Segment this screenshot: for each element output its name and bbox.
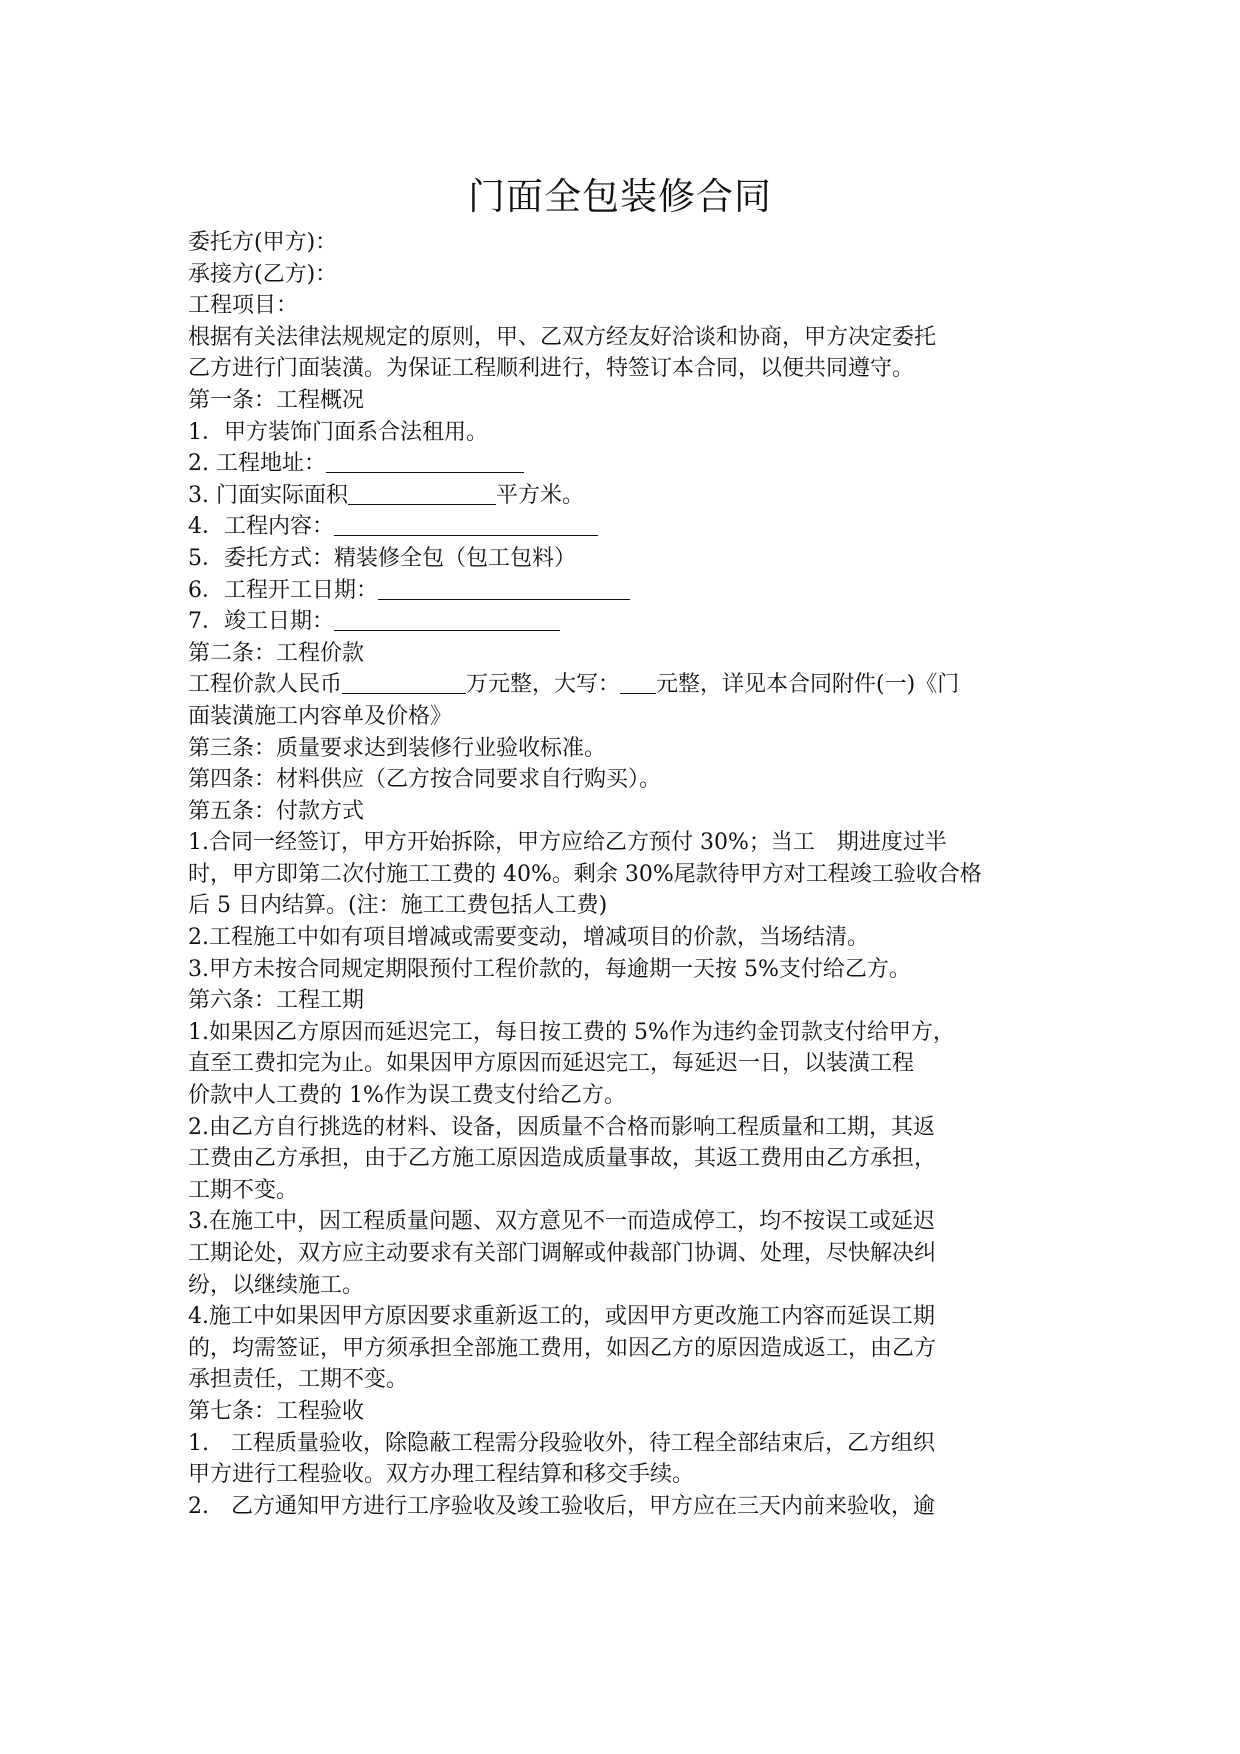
line-text: 工期论处，双方应主动要求有关部门调解或仲裁部门协调、处理，尽快解决纠 (188, 1241, 937, 1266)
article-heading (188, 733, 1058, 765)
end-date-blank (334, 608, 560, 631)
line-text: 2.由乙方自行挑选的材料、设备，因质量不合格而影响工程质量和工期，其返 (188, 1114, 935, 1140)
line-text: 3.甲方未按合同规定期限预付工程价款的，每逾期一天按 5%支付给乙方。 (188, 956, 911, 982)
clause-line (188, 922, 1058, 954)
clause-line (188, 417, 1058, 449)
line-text: 1．甲方装饰门面系合法租用。 (188, 419, 488, 445)
line-text: 第三条：质量要求达到装修行业验收标准。 (188, 735, 607, 761)
line-text: 承担责任，工期不变。 (188, 1367, 409, 1393)
clause-line (188, 1080, 1058, 1112)
clause-line (188, 1333, 1058, 1365)
price-amount-blank (342, 671, 466, 694)
clause-line (188, 1428, 1058, 1460)
line-text: 时，甲方即第二次付施工工费的 40%。剩余 30%尾款待甲方对工程竣工验收合格 (188, 861, 982, 887)
line-text: 第七条：工程验收 (188, 1398, 365, 1424)
clause-line (188, 1143, 1058, 1175)
clause-line (188, 1175, 1058, 1207)
preamble-line (188, 322, 1058, 354)
address-line (188, 448, 1058, 480)
clause-line (188, 1048, 1058, 1080)
clause-line (188, 1301, 1058, 1333)
line-text: 根据有关法律法规规定的原则，甲、乙双方经友好洽谈和协商，甲方决定委托 (188, 324, 937, 350)
clause-line (188, 1491, 1058, 1523)
line-text: 1.如果因乙方原因而延迟完工，每日按工费的 5%作为违约金罚款支付给甲方， (188, 1019, 955, 1045)
line-text: 3.在施工中，因工程质量问题、双方意见不一而造成停工，均不按误工或延迟 (188, 1209, 935, 1235)
line-text: 1.合同一经签订，甲方开始拆除，甲方应给乙方预付 30%；当工 期进度过半 (188, 830, 947, 856)
clause-line (188, 827, 1058, 859)
article-heading (188, 638, 1058, 670)
line-text: 直至工费扣完为止。如果因甲方原因而延迟完工，每延迟一日，以装潢工程 (188, 1051, 915, 1077)
line-text: 5．委托方式：精装修全包（包工包料） (188, 545, 576, 571)
content-blank (334, 513, 598, 536)
clause-line (188, 1238, 1058, 1270)
line-text: 后 5 日内结算。(注：施工工费包括人工费) (188, 893, 608, 919)
clause-line (188, 1270, 1058, 1302)
line-text: 甲方进行工程验收。双方办理工程结算和移交手续。 (188, 1462, 695, 1488)
content-line (188, 511, 1058, 543)
clause-line (188, 1364, 1058, 1396)
clause-line (188, 1459, 1058, 1491)
line-text: 工费由乙方承担，由于乙方施工原因造成质量事故，其返工费用由乙方承担， (188, 1146, 937, 1172)
clause-line (188, 954, 1058, 986)
clause-line (188, 1017, 1058, 1049)
preamble-line (188, 353, 1058, 385)
line-text: 工期不变。 (188, 1177, 299, 1203)
start-date-line (188, 575, 1058, 607)
line-text: 工程项目： (188, 293, 299, 319)
line-text: 第四条：材料供应（乙方按合同要求自行购买）。 (188, 767, 662, 793)
area-blank (348, 482, 496, 505)
price-words-blank (620, 671, 656, 694)
price-line (188, 669, 1058, 701)
line-text: 3. 门面实际面积 (188, 482, 348, 508)
line-text: 平方米。 (495, 482, 584, 508)
line-text: 元整，详见本合同附件(一)《门 (656, 672, 960, 698)
clause-line (188, 543, 1058, 575)
clause-line (188, 890, 1058, 922)
line-text: 承接方(乙方)： (188, 261, 338, 287)
clause-line (188, 1206, 1058, 1238)
end-date-line (188, 606, 1058, 638)
line-text: 纷，以继续施工。 (188, 1272, 365, 1298)
article-heading (188, 764, 1058, 796)
line-text: 第六条：工程工期 (188, 988, 365, 1014)
line-text: 第一条：工程概况 (188, 387, 365, 413)
project-line (188, 290, 1058, 322)
line-text: 4.施工中如果因甲方原因要求重新返工的，或因甲方更改施工内容而延误工期 (188, 1304, 935, 1330)
start-date-blank (378, 577, 630, 600)
article-heading (188, 985, 1058, 1017)
client-party-line (188, 227, 1058, 259)
line-text: 7．竣工日期： (188, 609, 334, 635)
document-title: 门面全包装修合同 (468, 175, 772, 218)
contract-body (188, 227, 1058, 1522)
article-heading (188, 796, 1058, 828)
article-heading (188, 1396, 1058, 1428)
line-text: 第二条：工程价款 (188, 640, 365, 666)
line-text: 工程价款人民币 (188, 672, 343, 698)
address-blank (326, 450, 524, 473)
line-text: 1. 工程质量验收，除隐蔽工程需分段验收外，待工程全部结束后，乙方组织 (188, 1430, 935, 1456)
line-text: 委托方(甲方)： (188, 230, 338, 255)
clause-line (188, 1112, 1058, 1144)
contractor-party-line (188, 259, 1058, 291)
area-line (188, 480, 1058, 512)
line-text: 价款中人工费的 1%作为误工费支付给乙方。 (188, 1083, 626, 1109)
line-text: 2. 工程地址： (188, 451, 326, 477)
line-text: 万元整，大写： (466, 672, 621, 698)
line-text: 面装潢施工内容单及价格》 (188, 703, 453, 729)
clause-line (188, 859, 1058, 891)
line-text: 6．工程开工日期： (188, 577, 378, 603)
line-text: 乙方进行门面装潢。为保证工程顺利进行，特签订本合同，以便共同遵守。 (188, 356, 915, 382)
line-text: 2. 乙方通知甲方进行工序验收及竣工验收后，甲方应在三天内前来验收，逾 (188, 1493, 935, 1519)
clause-line (188, 701, 1058, 733)
line-text: 4．工程内容： (188, 514, 334, 540)
article-heading (188, 385, 1058, 417)
line-text: 第五条：付款方式 (188, 798, 365, 824)
line-text: 的，均需签证，甲方须承担全部施工费用，如因乙方的原因造成返工，由乙方 (188, 1335, 937, 1361)
line-text: 2.工程施工中如有项目增减或需要变动，增减项目的价款，当场结清。 (188, 925, 869, 951)
